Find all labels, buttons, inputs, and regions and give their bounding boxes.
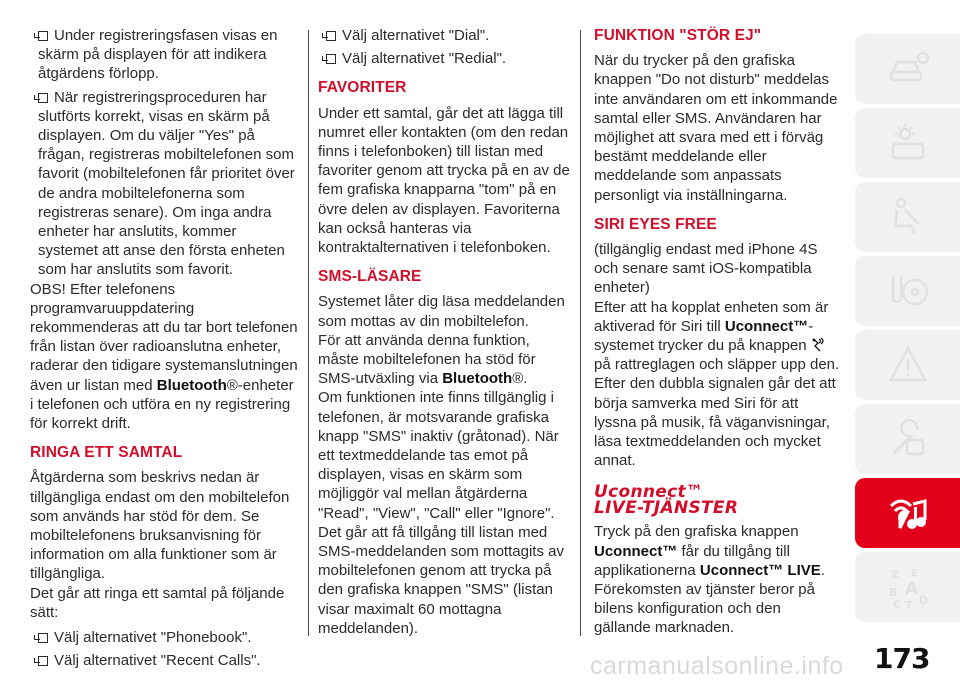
checkbox-bullet-icon (38, 31, 48, 41)
tab-car-info[interactable] (855, 34, 960, 104)
option-text: Välj alternativet "Redial". (342, 50, 507, 68)
column-divider (580, 30, 581, 636)
uconnect-text: får du tillgång till applikationerna (594, 542, 790, 579)
checkbox-bullet-icon (38, 656, 48, 666)
column-left (30, 26, 298, 675)
column-divider (308, 30, 309, 636)
page-number: 173 (874, 642, 930, 675)
index-letter: A (904, 579, 918, 599)
heading-favoriter: FAVORITER (318, 79, 407, 97)
siri-text: -systemet trycker du på knappen (594, 317, 814, 355)
index-letter: C (892, 598, 901, 610)
obs-text-end: ®-enheter i telefonen och utföra en ny registrering för korrekt drift. (30, 376, 294, 433)
seat-safety-icon (885, 194, 931, 240)
checkbox-bullet-icon (326, 31, 336, 41)
uconnect-bold: Uconnect™ (594, 542, 678, 560)
tab-maintenance[interactable] (855, 404, 960, 474)
paragraph-text: (tillgänglig endast med iPhone 4S och senare samt iOS-kompatibla enheter) (594, 241, 818, 297)
paragraph-text: Åtgärderna som beskrivs nedan är tillgängliga endast om den mobiltelefon som används har stöd för dem. Se mobiltelefonens bruksanvisning för information om alla funktioner som är tillgängliga. (30, 469, 290, 583)
bluetooth-bold: Bluetooth (442, 370, 513, 388)
car-info-icon (885, 46, 931, 92)
paragraph-text: Under registreringsfasen visas en skärm på displayen för att indikera åtgärdens förlopp. (38, 27, 278, 83)
uconnect-text: . (820, 561, 825, 579)
checkbox-bullet-icon (38, 93, 48, 103)
multimedia-icon (885, 490, 931, 536)
bullet-item (318, 49, 572, 68)
uconnect-live-bold: Uconnect™ LIVE (699, 561, 821, 579)
paragraph-text: Om funktionen inte finns tillgänglig i telefonen, är motsvarande grafiska knapp "SMS" inaktiv (gråtonad). När ett textmeddelande tas emot på displayen, visas en skärm som möjliggör val mellan åtgärderna "Read", "View", "Call" eller "Ignore". (318, 389, 559, 522)
index-letter: D (918, 594, 928, 607)
tab-index[interactable] (855, 552, 960, 622)
sms-text-end: ®. (512, 370, 528, 388)
tab-dashboard-lights[interactable] (855, 108, 960, 178)
bluetooth-bold: Bluetooth (156, 376, 227, 394)
bullet-item (30, 88, 298, 280)
paragraph-text: Efter den dubbla signalen går det att börja samverka med Siri för att lyssna på musik, få väganvisningar, läsa textmeddelanden och mycket annat. (594, 375, 836, 470)
tab-seat-safety[interactable] (855, 182, 960, 252)
checkbox-bullet-icon (38, 633, 48, 643)
checkbox-bullet-icon (326, 54, 336, 64)
chapter-sidebar (855, 34, 960, 634)
option-text: Välj alternativet "Recent Calls". (54, 652, 261, 670)
steering-wheel-icon (885, 268, 931, 314)
paragraph-text (594, 298, 840, 375)
obs-note (30, 280, 298, 434)
tab-warning[interactable] (855, 330, 960, 400)
warning-triangle-icon (885, 342, 931, 388)
heading-ringa-ett-samtal: RINGA ETT SAMTAL (30, 444, 183, 462)
paragraph-text: Systemet låter dig läsa meddelanden som mottas av din mobiltelefon. (318, 293, 565, 330)
sms-text: För att använda denna funktion, måste mobiltelefonen ha stöd för SMS-utväxling via (318, 331, 536, 388)
option-text: Välj alternativet "Phonebook". (54, 629, 252, 647)
wrench-icon (885, 416, 931, 462)
heading-live-tjanster: LIVE-TJÄNSTER (594, 498, 739, 519)
watermark: carmanualsonline.info (590, 652, 844, 680)
paragraph-text: Förekomsten av tjänster beror på bilens konfiguration och den gällande marknaden. (594, 581, 815, 637)
uconnect-bold: Uconnect™ (724, 317, 809, 335)
index-letter: T (904, 600, 912, 610)
index-icon (885, 564, 931, 610)
heading-siri-eyes-free: SIRI EYES FREE (594, 215, 717, 233)
index-letter: Z (890, 568, 899, 581)
option-text: Välj alternativet "Dial". (342, 27, 490, 44)
paragraph-text (594, 522, 840, 580)
siri-text: på rattreglagen och släpper upp den. (594, 356, 840, 374)
heading-uconnect: Uconnect™ (594, 482, 704, 503)
bullet-item (30, 651, 298, 670)
index-letter: B (888, 586, 897, 599)
column-middle (318, 26, 572, 638)
obs-text: OBS! Efter telefonens programvaruuppdatering rekommenderas att du tar bort telefonen från listan över radioanslutna enheter, raderar den tidigare systemanslutningen även ur listan med (30, 280, 298, 394)
tab-steering-wheel[interactable] (855, 256, 960, 326)
dashboard-lights-icon (885, 120, 931, 166)
bullet-item (30, 26, 298, 84)
heading-sms-lasare: SMS-LÄSARE (318, 268, 422, 286)
uconnect-text: Tryck på den grafiska knappen (594, 523, 799, 541)
index-letter: E (910, 568, 918, 579)
siri-text: Efter att ha kopplat enheten som är aktiverad för Siri till (594, 298, 829, 335)
tab-multimedia-active[interactable] (855, 478, 960, 548)
paragraph-text: När registreringsproceduren har slutförts korrekt, visas en skärm på displayen. Om du väljer "Yes" på frågan, registreras mobiltelefonen som favorit (mobiltelefonen får prioritet över de andra mobiltelefonerna som registreras senare). Om inga andra enheter har anslutits, kommer systemet att anse den första enheten som har anslutits som favorit. (38, 88, 295, 279)
paragraph-text: Under ett samtal, går det att lägga till numret eller kontakten (om den redan finns i telefonboken) till listan med favoriter genom att trycka på en av de fem grafiska knapparna "tom" på en övre delen av displayen. Favoriterna kan också hanteras via kontraktalternativen i telefonboken. (318, 104, 570, 257)
heading-stor-ej: FUNKTION "STÖR EJ" (594, 27, 762, 44)
paragraph-text: När du trycker på den grafiska knappen "Do not disturb" meddelas inte användaren om ett inkommande samtal eller SMS. Användaren har möjlighet att svara med ett i förväg bestämt meddelande eller meddelande som anpassats personligt via inställningarna. (594, 52, 838, 204)
heading-uconnect-live (594, 482, 840, 519)
column-right (594, 26, 840, 638)
voice-command-icon (811, 337, 825, 353)
bullet-item (30, 628, 298, 647)
bullet-item (318, 26, 572, 45)
paragraph-text: Det går att ringa ett samtal på följande sätt: (30, 584, 285, 621)
paragraph-text (318, 331, 572, 389)
paragraph-text: Det går att få tillgång till listan med SMS-meddelanden som mottagits av mobiltelefonen genom att trycka på den grafiska knappen "SMS" (listan visar maximalt 60 mottagna meddelanden). (318, 523, 564, 637)
